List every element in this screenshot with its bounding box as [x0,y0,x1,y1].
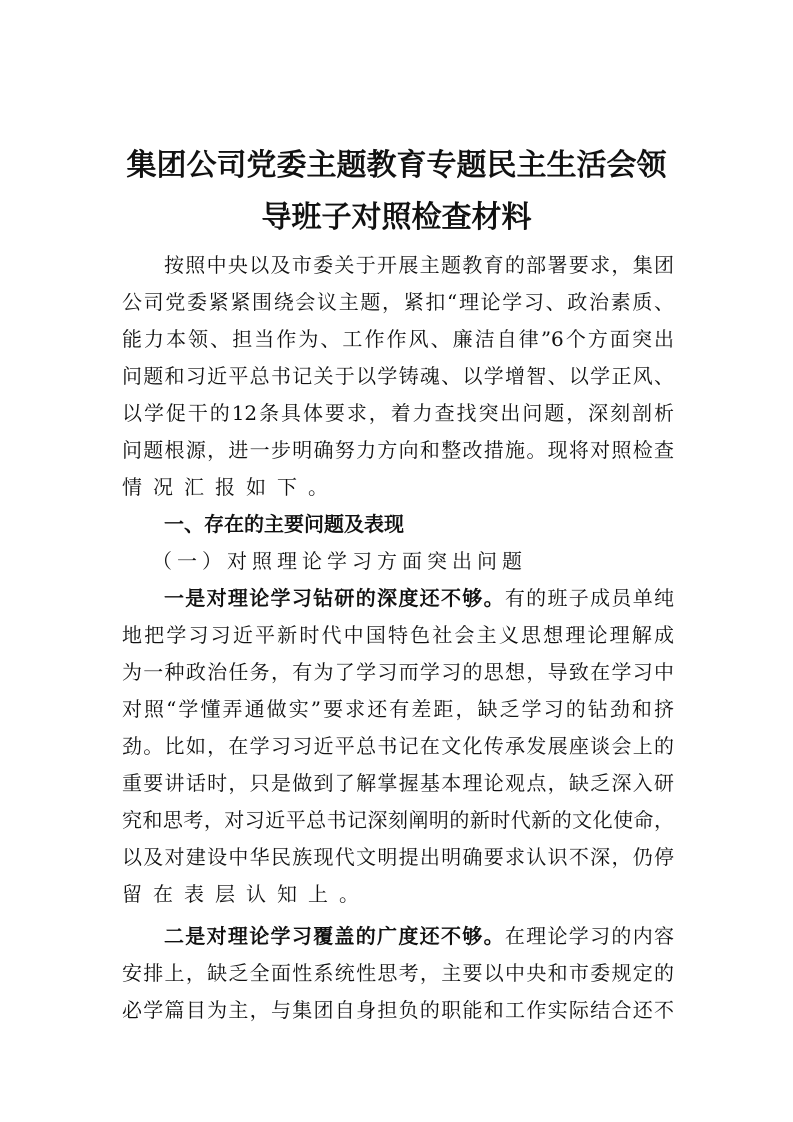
intro-line: 以学促干的12条具体要求，着力查找突出问题，深刻剖析 [122,401,674,425]
point1-line: 对照“学懂弄通做实”要求还有差距，缺乏学习的钻劲和挤 [122,697,674,721]
intro-line: 问题和习近平总书记关于以学铸魂、以学增智、以学正风、 [122,364,674,388]
document-body [122,247,674,1029]
point1-text: 有的班子成员单纯 [504,586,675,610]
point2-lead: 二是对理论学习覆盖的广度还不够。 [164,924,505,948]
intro-line: 公司党委紧紧围绕会议主题，紧扣“理论学习、政治素质、 [122,290,674,314]
point2-line: 必学篇目为主，与集团自身担负的职能和工作实际结合还不 [122,998,674,1022]
point2-first-line [122,918,674,955]
subsection-heading: （一）对照理论学习方面突出问题 [152,549,527,573]
section-heading: 一、存在的主要问题及表现 [164,512,404,536]
point1-line: 为一种政治任务，有为了学习而学习的思想，导致在学习中 [122,660,674,684]
intro-line: 按照中央以及市委关于开展主题教育的部署要求，集团 [164,253,674,277]
point2-line: 安排上，缺乏全面性系统性思考，主要以中央和市委规定的 [122,961,674,985]
point1-line: 劲。比如，在学习习近平总书记在文化传承发展座谈会上的 [122,734,674,758]
point1-line: 地把学习习近平新时代中国特色社会主义思想理论理解成 [122,623,674,647]
point1-first-line [122,580,674,617]
point2-text: 在理论学习的内容 [504,924,675,948]
point1-line: 究和思考，对习近平总书记深刻阐明的新时代新的文化使命， [122,808,674,832]
document-title-line-2: 导班子对照检查材料 [261,200,532,235]
point1-line: 留在表层认知上。 [122,882,370,906]
intro-line: 情况汇报如下。 [122,475,339,499]
point1-lead: 一是对理论学习钻研的深度还不够。 [164,586,505,610]
point1-line: 以及对建设中华民族现代文明提出明确要求认识不深，仍停 [122,845,674,869]
document-title-line-1: 集团公司党委主题教育专题民主生活会领 [126,148,667,183]
intro-line: 问题根源，进一步明确努力方向和整改措施。现将对照检查 [122,438,674,462]
point1-line: 重要讲话时，只是做到了解掌握基本理论观点，缺乏深入研 [122,771,674,795]
intro-line: 能力本领、担当作为、工作作风、廉洁自律”6个方面突出 [122,327,674,351]
